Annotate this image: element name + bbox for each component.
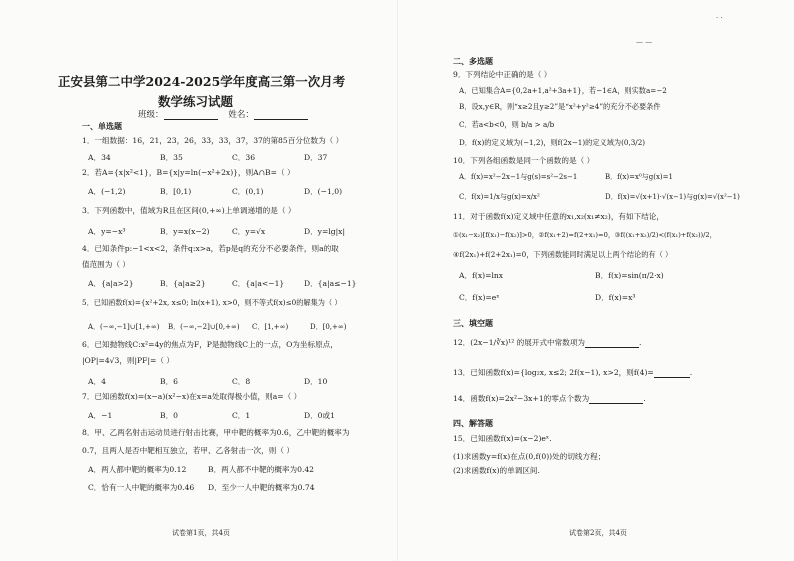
q6-text: 6．已知抛物线C:x²=4y的焦点为F，P是抛物线C上的一点，O为坐标原点， [82, 340, 338, 349]
q11-opt-a: A．f(x)=lnx [459, 271, 504, 280]
q15-part1: (1)求函数y=f(x)在点(0,f(0))处的切线方程； [453, 452, 606, 461]
q8-opt-d: D．至少一人中靶的概率为0.74 [208, 483, 315, 492]
q9-opt-d: D．f(x)的定义域为(−1,2)，则f(2x−1)的定义域为(0,3/2) [459, 138, 646, 147]
q11-text-2: ①(x₁−x₂)[f(x₁)−f(x₂)]>0，②f(x₁+2)=f(2+x₁)=0，③f((x₁+x₂)/2)<(f(x₁)+f(x₂))/2， [453, 231, 717, 239]
corner-mark: · · [716, 14, 723, 22]
section-fill-blank: 三、填空题 [453, 318, 493, 328]
q3-opt-c: C．y=√x [232, 227, 266, 236]
q4-opt-a: A．{a|a>2} [88, 279, 134, 288]
q6-opt-a: A．4 [88, 377, 106, 386]
q14-blank[interactable] [589, 395, 643, 404]
q11-opt-b: B．f(x)=sin(π/2·x) [595, 271, 664, 280]
q7-opt-c: C．1 [232, 411, 251, 420]
q10-opt-c: C．f(x)=1/x与g(x)=x/x² [459, 193, 540, 201]
q7-text: 7．已知函数f(x)=(x−a)(x²−x)在x=a处取得极小值，则a=（ ） [82, 392, 302, 401]
class-blank[interactable] [164, 111, 218, 120]
q6-opt-b: B．6 [160, 377, 179, 386]
corner-mark-2: — — [636, 38, 653, 46]
q13-text: 13．已知函数f(x)={log₂x, x≤2; 2f(x−1), x>2，则f(4)= [453, 368, 654, 377]
name-label: 姓名： [228, 110, 254, 120]
q1-opt-a: A．34 [88, 153, 111, 162]
section-single-choice: 一、单选题 [82, 121, 122, 131]
q2-opt-c: C．(0,1) [232, 187, 264, 196]
q5-opt-c: C．[1,+∞) [252, 323, 289, 331]
name-blank[interactable] [254, 111, 308, 120]
q10-opt-a: A．f(x)=x²−2x−1与g(s)=s²−2s−1 [459, 173, 578, 181]
class-label: 班级： [138, 110, 164, 120]
q12-text: 12．(2x−1/∛x)¹² 的展开式中常数项为 [453, 338, 586, 347]
q11-text: 11．对于函数f(x)定义域中任意的x₁,x₂(x₁≠x₂)，有如下结论， [453, 212, 664, 221]
q6-opt-c: C．8 [232, 377, 251, 386]
q6-text-2: |OP|=4√3，则|PF|=（ ） [82, 356, 174, 365]
q5-opt-b: B．(−∞,−2]∪[0,+∞) [168, 323, 240, 331]
q7-opt-d: D．0或1 [304, 411, 335, 420]
q11-text-3: ④f(2x₁)+f(2+2x₁)=0，下列函数能同时满足以上两个结论的有（ ） [453, 250, 673, 259]
q8-text-2: 0.7，且两人是否中靶相互独立，若甲、乙各射击一次，则（ ） [82, 446, 294, 455]
q2-opt-a: A．(−1,2) [88, 187, 126, 196]
q7-opt-a: A．−1 [88, 411, 113, 420]
q4-text: 4．已知条件p:−1<x<2，条件q:x>a，若p是q的充分不必要条件，则a的取 [82, 244, 339, 253]
section-multi-choice: 二、多选题 [453, 56, 493, 66]
q8-opt-c: C．恰有一人中靶的概率为0.46 [88, 483, 195, 492]
q9-opt-a: A．已知集合A={0,2a+1,a²+3a+1}，若−1∈A，则实数a=−2 [459, 86, 667, 95]
q4-text-2: 值范围为（ ） [82, 260, 130, 269]
q8-opt-a: A．两人都中靶的概率为0.12 [88, 465, 187, 474]
q14-text: 14．函数f(x)=2x²−3x+1的零点个数为 [453, 394, 590, 403]
class-name-row [138, 110, 308, 120]
q5-text: 5．已知函数f(x)={x²+2x, x≤0; ln(x+1), x>0，则不等式f(x)≤0的解集为（ ） [82, 298, 342, 307]
q13-row: 13．已知函数f(x)={log₂x, x≤2; 2f(x−1), x>2，则f(4)= . [453, 368, 693, 377]
q9-opt-c: C．若a<b<0，则 b/a > a/b [459, 120, 555, 129]
q9-text: 9．下列结论中正确的是（ ） [453, 70, 552, 79]
q9-opt-b: B．设x,y∈R，则“x≥2且y≥2”是“x²+y²≥4”的充分不必要条件 [459, 102, 661, 111]
q3-opt-a: A．y=−x³ [88, 227, 126, 236]
section-solve: 四、解答题 [453, 418, 493, 428]
exam-title: 正安县第二中学2024-2025学年度高三第一次月考 [58, 74, 346, 89]
q4-opt-c: C．{a|a<−1} [232, 279, 285, 288]
q3-opt-d: D．y=lg|x| [304, 227, 346, 236]
page-right [397, 0, 794, 561]
q12-row: 12．(2x−1/∛x)¹² 的展开式中常数项为 . [453, 338, 642, 347]
q1-opt-d: D．37 [304, 153, 328, 162]
q2-text: 2．若A={x|x²<1}，B={x|y=ln(−x²+2x)}，则A∩B=（ ） [82, 168, 295, 177]
q10-opt-d: D．f(x)=√(x+1)·√(x−1)与g(x)=√(x²−1) [605, 193, 740, 201]
q15-part2: (2)求函数f(x)的单调区间. [453, 466, 540, 475]
q15-text: 15．已知函数f(x)=(x−2)eˣ. [453, 434, 552, 443]
q11-opt-c: C．f(x)=eˣ [459, 293, 500, 302]
q1-opt-c: C．36 [232, 153, 256, 162]
q3-text: 3．下列函数中，值域为R且在区间(0,+∞)上单调递增的是（ ） [82, 206, 296, 215]
q4-opt-d: D．{a|a≤−1} [304, 279, 357, 288]
q10-text: 10．下列各组函数是同一个函数的是（ ） [453, 156, 595, 165]
exam-subtitle: 数学练习试题 [158, 94, 234, 109]
q2-opt-b: B．[0,1) [160, 187, 192, 196]
q3-opt-b: B．y=x(x−2) [160, 227, 210, 236]
q8-opt-b: B．两人都不中靶的概率为0.42 [208, 465, 315, 474]
footer-right: 试卷第2页，共4页 [569, 529, 627, 537]
q11-opt-d: D．f(x)=x³ [595, 293, 636, 302]
q10-opt-b: B．f(x)=x⁰与g(x)=1 [605, 173, 673, 181]
q13-blank[interactable] [654, 369, 690, 378]
q4-opt-b: B．{a|a≥2} [160, 279, 206, 288]
q8-text: 8．甲、乙两名射击运动员进行射击比赛，甲中靶的概率为0.6，乙中靶的概率为 [82, 428, 350, 437]
q12-blank[interactable] [585, 339, 639, 348]
q5-opt-d: D．[0,+∞) [310, 323, 347, 331]
footer-left: 试卷第1页，共4页 [172, 529, 230, 537]
q2-opt-d: D．(−1,0) [304, 187, 343, 196]
q6-opt-d: D．10 [304, 377, 328, 386]
q14-row: 14．函数f(x)=2x²−3x+1的零点个数为 . [453, 394, 646, 403]
q1-opt-b: B．35 [160, 153, 183, 162]
q7-opt-b: B．0 [160, 411, 179, 420]
q5-opt-a: A．(−∞,−1]∪[1,+∞) [88, 323, 160, 331]
q1-text: 1．一组数据：16，21，23，26，33，33，37，37的第85百分位数为（ ） [82, 136, 344, 145]
